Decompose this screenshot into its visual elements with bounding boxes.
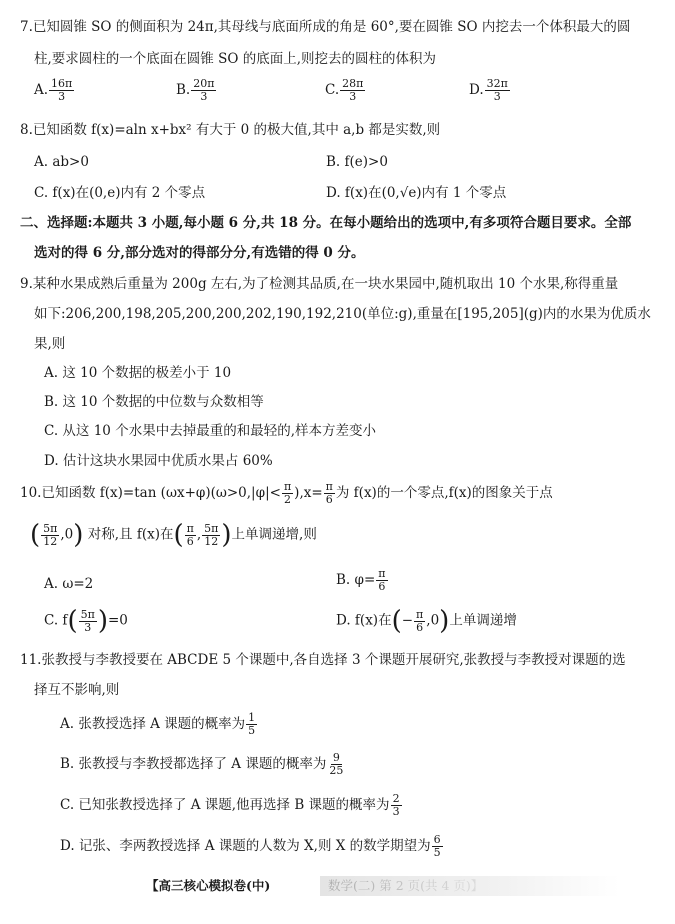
q9-option-d: D. 估计这块水果园中优质水果占 60%	[44, 453, 273, 469]
q10-stem-line2: ( $\frac{5\pi}{12}$ ,0) 对称,且 f(x)在( $\frac{\pi}{6}$ , $\frac{5\pi}{12}$ )上单调递增,则	[30, 520, 317, 550]
q7-option-c: C. $\frac{28\pi}{3}$	[325, 77, 364, 103]
q9-option-b: B. 这 10 个数据的中位数与众数相等	[44, 394, 264, 410]
q8-option-d: D. f(x)在(0,√e)内有 1 个零点	[326, 185, 507, 201]
q11-option-d: D. 记张、李两教授选择 A 课题的人数为 X,则 X 的数学期望为 $\frac{6}{5}$	[60, 833, 441, 859]
q10-stem-line1: 10.已知函数 f(x)=tan (ωx+φ)(ω>0,|φ|< $\frac{\pi}{2}$ ),x= $\frac{\pi}{6}$ 为 f(x)的一个零点,f(x)的图象关于点	[20, 480, 553, 506]
q9-stem-line3: 果,则	[34, 336, 66, 352]
q11-option-c: C. 已知张教授选择了 A 课题,他再选择 B 课题的概率为 $\frac{2}{3}$	[60, 792, 400, 818]
section2-header-line1: 二、选择题:本题共 3 小题,每小题 6 分,共 18 分。在每小题给出的选项中,有多项符合题目要求。全部	[20, 215, 632, 231]
q11-option-a: A. 张教授选择 A 课题的概率为 $\frac{1}{5}$	[60, 711, 256, 737]
footer-glare	[320, 876, 620, 896]
q10-option-b: B. φ= $\frac{\pi}{6}$	[336, 567, 386, 593]
q7-stem-line1: 7.已知圆锥 SO 的侧面积为 24π,其母线与底面所成的角是 60°,要在圆锥 SO 内挖去一个体积最大的圆	[20, 19, 631, 35]
q7-option-a: A. $\frac{16\pi}{3}$	[34, 77, 73, 103]
q8-option-a: A. ab>0	[34, 154, 89, 170]
q9-option-c: C. 从这 10 个水果中去掉最重的和最轻的,样本方差变小	[44, 423, 376, 439]
q9-stem-line1: 9.某种水果成熟后重量为 200g 左右,为了检测其品质,在一块水果园中,随机取出 10 个水果,称得重量	[20, 276, 619, 292]
q8-option-b: B. f(e)>0	[326, 154, 388, 170]
q7-stem-line2: 柱,要求圆柱的一个底面在圆锥 SO 的底面上,则挖去的圆柱的体积为	[34, 51, 436, 67]
q10-option-d: D. f(x)在(− $\frac{\pi}{6}$ ,0)上单调递增	[336, 606, 517, 636]
q8-stem: 8.已知函数 f(x)=aln x+bx² 有大于 0 的极大值,其中 a,b 都是实数,则	[20, 122, 441, 138]
q7-option-d: D. $\frac{32\pi}{3}$	[469, 77, 508, 103]
q10-option-a: A. ω=2	[44, 576, 94, 592]
section2-header-line2: 选对的得 6 分,部分选对的得部分分,有选错的得 0 分。	[34, 245, 365, 261]
footer-title: 【高三核心模拟卷(中)	[146, 878, 271, 893]
q10-option-c: C. f( $\frac{5\pi}{3}$ )=0	[44, 606, 128, 636]
q8-option-c: C. f(x)在(0,e)内有 2 个零点	[34, 185, 206, 201]
q9-option-a: A. 这 10 个数据的极差小于 10	[44, 365, 232, 381]
q11-option-b: B. 张教授与李教授都选择了 A 课题的概率为 $\frac{9}{25}$	[60, 751, 344, 777]
q9-stem-line2: 如下:206,200,198,205,200,200,202,190,192,210(单位:g),重量在[195,205](g)内的水果为优质水	[34, 306, 651, 322]
page-footer	[130, 874, 550, 898]
q11-stem-line1: 11.张教授与李教授要在 ABCDE 5 个课题中,各自选择 3 个课题开展研究,张教授与李教授对课题的选	[20, 652, 626, 668]
q7-option-b: B. $\frac{20\pi}{3}$	[176, 77, 215, 103]
q11-stem-line2: 择互不影响,则	[34, 682, 120, 698]
